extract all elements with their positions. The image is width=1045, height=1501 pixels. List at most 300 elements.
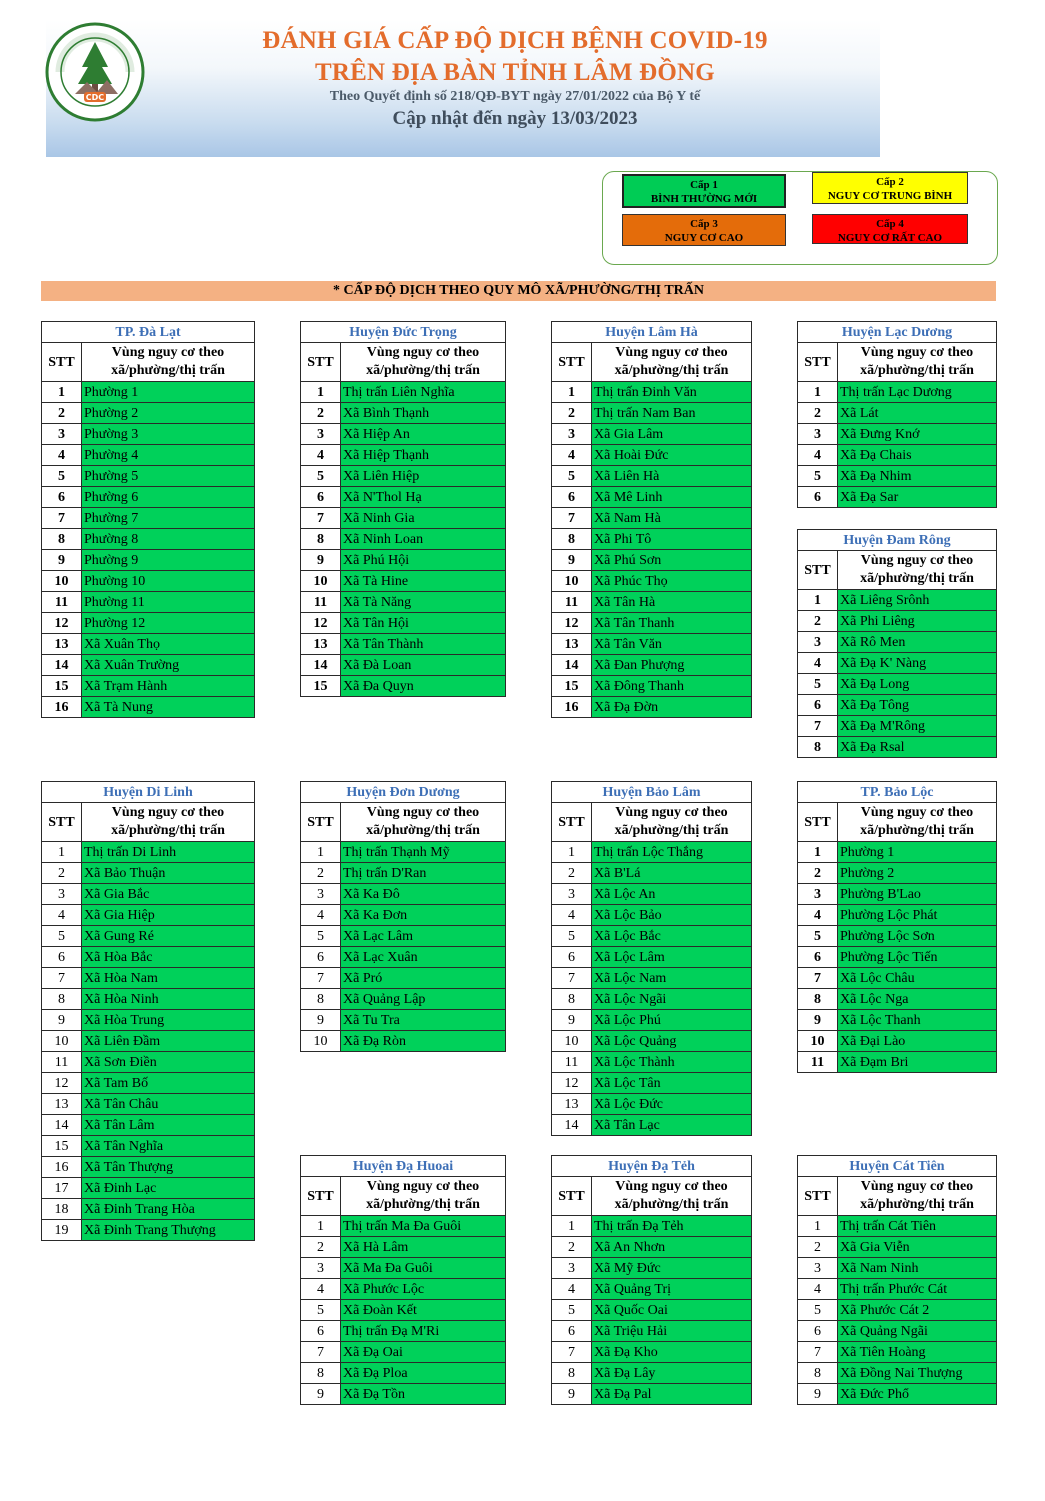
district-name: Huyện Đơn Dương	[301, 782, 506, 803]
row-number: 5	[552, 1300, 592, 1321]
area-header: Vùng nguy cơ theo xã/phường/thị trấn	[592, 343, 752, 382]
row-number: 6	[552, 1321, 592, 1342]
area-name: Xã Đạ Ròn	[341, 1031, 506, 1052]
area-name: Xã Tân Thành	[341, 634, 506, 655]
area-name: Xã Tân Nghĩa	[82, 1136, 255, 1157]
area-name: Xã Đinh Lạc	[82, 1178, 255, 1199]
table-row	[42, 403, 255, 424]
row-number: 4	[42, 905, 82, 926]
district-name: Huyện Di Linh	[42, 782, 255, 803]
table-row	[301, 571, 506, 592]
row-number: 4	[301, 1279, 341, 1300]
row-number: 3	[798, 424, 838, 445]
district-name: Huyện Bảo Lâm	[552, 782, 752, 803]
table-row	[42, 1220, 255, 1241]
table-row	[42, 1157, 255, 1178]
area-name: Xã Pró	[341, 968, 506, 989]
legend-level-3-title: Cấp 3	[690, 218, 718, 230]
table-row	[42, 1094, 255, 1115]
row-number: 6	[552, 947, 592, 968]
district-table	[300, 1155, 506, 1405]
area-name: Xã Ma Đa Guôi	[341, 1258, 506, 1279]
area-name: Xã Lộc Châu	[838, 968, 997, 989]
area-name: Phường 2	[838, 863, 997, 884]
area-name: Xã Lát	[838, 403, 997, 424]
table-row	[301, 592, 506, 613]
table-row	[42, 697, 255, 718]
row-number: 4	[798, 1279, 838, 1300]
row-number: 2	[552, 863, 592, 884]
row-number: 1	[552, 842, 592, 863]
table-row	[552, 947, 752, 968]
area-name: Xã Quảng Trị	[592, 1279, 752, 1300]
table-row	[42, 655, 255, 676]
table-row	[552, 550, 752, 571]
row-number: 8	[552, 529, 592, 550]
table-row	[42, 884, 255, 905]
table-row	[42, 676, 255, 697]
row-number: 2	[552, 1237, 592, 1258]
row-number: 11	[42, 592, 82, 613]
row-number: 11	[552, 1052, 592, 1073]
table-row	[798, 1363, 997, 1384]
area-name: Xã Lộc Phú	[592, 1010, 752, 1031]
row-number: 6	[42, 487, 82, 508]
legend-level-4	[812, 214, 968, 244]
table-row	[552, 1115, 752, 1136]
area-name: Xã Lộc Quảng	[592, 1031, 752, 1052]
district-name: Huyện Đam Rông	[798, 530, 997, 551]
area-name: Xã Gia Viễn	[838, 1237, 997, 1258]
area-name: Xã Tân Hội	[341, 613, 506, 634]
row-number: 9	[552, 1384, 592, 1405]
table-row	[301, 884, 506, 905]
area-name: Phường 6	[82, 487, 255, 508]
row-number: 10	[301, 571, 341, 592]
table-row	[798, 382, 997, 403]
row-number: 10	[42, 571, 82, 592]
district-name: TP. Bảo Lộc	[798, 782, 997, 803]
table-row	[301, 382, 506, 403]
area-header: Vùng nguy cơ theo xã/phường/thị trấn	[838, 551, 997, 590]
area-name: Xã Đa Quyn	[341, 676, 506, 697]
table-row	[798, 989, 997, 1010]
row-number: 8	[301, 529, 341, 550]
table-row	[798, 863, 997, 884]
row-number: 3	[552, 424, 592, 445]
row-number: 9	[798, 1010, 838, 1031]
area-name: Xã Lộc Tân	[592, 1073, 752, 1094]
row-number: 2	[798, 863, 838, 884]
area-name: Xã Ka Đô	[341, 884, 506, 905]
table-row	[798, 1010, 997, 1031]
table-row	[42, 947, 255, 968]
area-name: Xã Lộc Lâm	[592, 947, 752, 968]
table-row	[42, 634, 255, 655]
area-name: Xã Tam Bố	[82, 1073, 255, 1094]
table-row	[798, 884, 997, 905]
area-name: Xã An Nhơn	[592, 1237, 752, 1258]
area-name: Xã Hòa Trung	[82, 1010, 255, 1031]
row-number: 3	[798, 632, 838, 653]
row-number: 6	[301, 1321, 341, 1342]
row-number: 7	[301, 968, 341, 989]
legend-level-3	[622, 214, 786, 246]
table-row	[552, 697, 752, 718]
row-number: 7	[301, 508, 341, 529]
row-number: 16	[42, 1157, 82, 1178]
area-name: Xã Quảng Ngãi	[838, 1321, 997, 1342]
row-number: 7	[798, 968, 838, 989]
area-name: Phường 11	[82, 592, 255, 613]
row-number: 2	[301, 863, 341, 884]
area-name: Thị trấn Nam Ban	[592, 403, 752, 424]
district-name: Huyện Đức Trọng	[301, 322, 506, 343]
area-name: Xã Đinh Trang Thượng	[82, 1220, 255, 1241]
row-number: 5	[42, 466, 82, 487]
area-header: Vùng nguy cơ theo xã/phường/thị trấn	[838, 803, 997, 842]
area-name: Xã Đông Thanh	[592, 676, 752, 697]
table-row	[798, 1052, 997, 1073]
area-name: Xã Phi Liêng	[838, 611, 997, 632]
area-name: Phường B'Lao	[838, 884, 997, 905]
area-name: Phường Lộc Tiến	[838, 947, 997, 968]
table-row	[552, 1384, 752, 1405]
area-name: Thị trấn Phước Cát	[838, 1279, 997, 1300]
row-number: 4	[301, 905, 341, 926]
decision-subtitle: Theo Quyết định số 218/QĐ-BYT ngày 27/01/2022 của Bộ Y tế	[329, 89, 701, 104]
area-name: Xã Hiệp An	[341, 424, 506, 445]
row-number: 15	[42, 676, 82, 697]
area-name: Xã Rô Men	[838, 632, 997, 653]
area-name: Xã Lộc Nam	[592, 968, 752, 989]
row-number: 7	[798, 716, 838, 737]
row-number: 8	[301, 1363, 341, 1384]
row-number: 9	[798, 1384, 838, 1405]
table-row	[798, 487, 997, 508]
area-name: Xã Lộc Nga	[838, 989, 997, 1010]
area-header: Vùng nguy cơ theo xã/phường/thị trấn	[341, 343, 506, 382]
table-row	[798, 695, 997, 716]
row-number: 1	[301, 382, 341, 403]
table-row	[552, 1216, 752, 1237]
district-table	[797, 529, 997, 758]
row-number: 1	[798, 842, 838, 863]
area-name: Xã Triệu Hải	[592, 1321, 752, 1342]
table-row	[301, 1031, 506, 1052]
table-row	[301, 1321, 506, 1342]
row-number: 8	[798, 737, 838, 758]
area-name: Xã Đạ Tông	[838, 695, 997, 716]
district-table	[797, 1155, 997, 1405]
table-row	[552, 445, 752, 466]
table-row	[798, 947, 997, 968]
table-row	[42, 1031, 255, 1052]
row-number: 6	[42, 947, 82, 968]
area-name: Xã Đạ Tồn	[341, 1384, 506, 1405]
table-row	[798, 1258, 997, 1279]
area-header: Vùng nguy cơ theo xã/phường/thị trấn	[82, 803, 255, 842]
table-row	[798, 1342, 997, 1363]
row-number: 1	[42, 842, 82, 863]
area-name: Xã Lộc Ngãi	[592, 989, 752, 1010]
area-name: Xã Đưng Knớ	[838, 424, 997, 445]
table-row	[552, 1342, 752, 1363]
area-name: Xã Xuân Trường	[82, 655, 255, 676]
area-name: Xã Đạ Ploa	[341, 1363, 506, 1384]
area-name: Xã Tà Hine	[341, 571, 506, 592]
table-row	[42, 571, 255, 592]
row-number: 2	[301, 1237, 341, 1258]
table-row	[798, 611, 997, 632]
row-number: 12	[42, 613, 82, 634]
area-name: Phường 10	[82, 571, 255, 592]
area-name: Xã Liên Hà	[592, 466, 752, 487]
table-row	[301, 529, 506, 550]
district-table	[41, 781, 255, 1241]
table-row	[42, 1115, 255, 1136]
legend-level-4-title: Cấp 4	[876, 218, 904, 230]
table-row	[798, 653, 997, 674]
table-row	[552, 655, 752, 676]
table-row	[552, 1300, 752, 1321]
row-number: 8	[798, 989, 838, 1010]
area-name: Xã Lạc Xuân	[341, 947, 506, 968]
stt-header: STT	[552, 1177, 592, 1216]
area-name: Thị trấn Ma Đa Guôi	[341, 1216, 506, 1237]
table-row	[301, 1258, 506, 1279]
table-row	[301, 508, 506, 529]
row-number: 1	[798, 382, 838, 403]
area-name: Phường 3	[82, 424, 255, 445]
table-row	[42, 1178, 255, 1199]
table-row	[301, 926, 506, 947]
row-number: 7	[552, 508, 592, 529]
district-name: Huyện Đạ Huoai	[301, 1156, 506, 1177]
row-number: 13	[552, 634, 592, 655]
row-number: 7	[552, 1342, 592, 1363]
row-number: 9	[301, 1010, 341, 1031]
row-number: 1	[798, 1216, 838, 1237]
table-row	[552, 905, 752, 926]
area-name: Xã Hòa Nam	[82, 968, 255, 989]
table-row	[42, 926, 255, 947]
legend-level-4-label: NGUY CƠ RẤT CAO	[837, 232, 943, 244]
table-row	[552, 403, 752, 424]
row-number: 14	[552, 1115, 592, 1136]
table-row	[798, 424, 997, 445]
row-number: 8	[552, 989, 592, 1010]
table-row	[301, 424, 506, 445]
row-number: 2	[42, 863, 82, 884]
row-number: 7	[798, 1342, 838, 1363]
section-banner: * CẤP ĐỘ DỊCH THEO QUY MÔ XÃ/PHƯỜNG/THỊ TRẤN	[41, 281, 996, 301]
row-number: 5	[552, 926, 592, 947]
area-name: Xã Lạc Lâm	[341, 926, 506, 947]
row-number: 1	[552, 1216, 592, 1237]
svg-text:CDC: CDC	[85, 93, 105, 102]
table-row	[301, 905, 506, 926]
table-row	[552, 634, 752, 655]
row-number: 3	[42, 424, 82, 445]
row-number: 7	[42, 508, 82, 529]
row-number: 14	[42, 655, 82, 676]
row-number: 2	[798, 1237, 838, 1258]
table-row	[42, 1052, 255, 1073]
row-number: 5	[798, 926, 838, 947]
area-name: Xã Đạ Sar	[838, 487, 997, 508]
row-number: 6	[798, 695, 838, 716]
table-row	[552, 1258, 752, 1279]
area-name: Thị trấn D'Ran	[341, 863, 506, 884]
area-name: Xã Lộc An	[592, 884, 752, 905]
area-name: Thị trấn Di Linh	[82, 842, 255, 863]
area-name: Xã Đạ Rsal	[838, 737, 997, 758]
table-row	[552, 968, 752, 989]
row-number: 11	[42, 1052, 82, 1073]
table-row	[301, 947, 506, 968]
district-name: Huyện Cát Tiên	[798, 1156, 997, 1177]
table-row	[42, 1073, 255, 1094]
area-name: Xã Tu Tra	[341, 1010, 506, 1031]
table-row	[552, 529, 752, 550]
area-name: Xã Hà Lâm	[341, 1237, 506, 1258]
row-number: 9	[552, 550, 592, 571]
row-number: 12	[552, 1073, 592, 1094]
row-number: 4	[42, 445, 82, 466]
title-line2: TRÊN ĐỊA BÀN TỈNH LÂM ĐỒNG	[315, 59, 715, 86]
area-name: Xã Xuân Thọ	[82, 634, 255, 655]
row-number: 6	[301, 487, 341, 508]
stt-header: STT	[798, 343, 838, 382]
area-name: Xã Hòa Bắc	[82, 947, 255, 968]
area-header: Vùng nguy cơ theo xã/phường/thị trấn	[838, 343, 997, 382]
row-number: 5	[301, 1300, 341, 1321]
table-row	[798, 674, 997, 695]
area-name: Xã Bảo Thuận	[82, 863, 255, 884]
area-name: Xã Lộc Bắc	[592, 926, 752, 947]
table-row	[552, 466, 752, 487]
district-table	[551, 321, 752, 718]
stt-header: STT	[798, 551, 838, 590]
row-number: 2	[552, 403, 592, 424]
table-row	[798, 1279, 997, 1300]
area-name: Thị trấn Đạ Tẻh	[592, 1216, 752, 1237]
table-row	[301, 1237, 506, 1258]
area-name: Xã B'Lá	[592, 863, 752, 884]
area-name: Xã Tân Châu	[82, 1094, 255, 1115]
area-name: Phường 1	[838, 842, 997, 863]
row-number: 9	[42, 1010, 82, 1031]
row-number: 1	[42, 382, 82, 403]
table-row	[301, 1384, 506, 1405]
row-number: 1	[552, 382, 592, 403]
row-number: 3	[301, 1258, 341, 1279]
legend-level-1-label: BÌNH THƯỜNG MỚI	[650, 193, 758, 205]
table-row	[42, 424, 255, 445]
area-name: Xã Gung Ré	[82, 926, 255, 947]
stt-header: STT	[552, 803, 592, 842]
row-number: 15	[301, 676, 341, 697]
table-row	[301, 676, 506, 697]
area-name: Phường Lộc Sơn	[838, 926, 997, 947]
area-name: Xã Hòa Ninh	[82, 989, 255, 1010]
table-row	[301, 842, 506, 863]
row-number: 6	[301, 947, 341, 968]
area-name: Thị trấn Lộc Thắng	[592, 842, 752, 863]
row-number: 12	[552, 613, 592, 634]
area-name: Xã Liên Đầm	[82, 1031, 255, 1052]
table-row	[42, 1136, 255, 1157]
area-name: Xã Liêng Srônh	[838, 590, 997, 611]
area-name: Xã Phi Tô	[592, 529, 752, 550]
district-table	[551, 1155, 752, 1405]
district-name: Huyện Đạ Tẻh	[552, 1156, 752, 1177]
table-row	[552, 487, 752, 508]
stt-header: STT	[798, 803, 838, 842]
table-row	[42, 863, 255, 884]
table-row	[552, 1363, 752, 1384]
table-row	[798, 716, 997, 737]
row-number: 13	[301, 634, 341, 655]
row-number: 3	[798, 1258, 838, 1279]
area-name: Phường 7	[82, 508, 255, 529]
row-number: 2	[42, 403, 82, 424]
stt-header: STT	[301, 1177, 341, 1216]
row-number: 18	[42, 1199, 82, 1220]
row-number: 5	[798, 1300, 838, 1321]
table-row	[301, 863, 506, 884]
table-row	[798, 1300, 997, 1321]
table-row	[552, 1237, 752, 1258]
table-row	[552, 1052, 752, 1073]
area-name: Xã Hiệp Thạnh	[341, 445, 506, 466]
table-row	[42, 592, 255, 613]
table-row	[42, 989, 255, 1010]
table-row	[552, 1010, 752, 1031]
area-name: Phường 4	[82, 445, 255, 466]
table-row	[42, 1199, 255, 1220]
stt-header: STT	[42, 343, 82, 382]
table-row	[552, 926, 752, 947]
area-name: Xã Nam Hà	[592, 508, 752, 529]
table-row	[301, 989, 506, 1010]
area-header: Vùng nguy cơ theo xã/phường/thị trấn	[341, 803, 506, 842]
district-name: TP. Đà Lạt	[42, 322, 255, 343]
area-name: Phường 8	[82, 529, 255, 550]
table-row	[798, 842, 997, 863]
area-name: Xã Đạ Long	[838, 674, 997, 695]
row-number: 6	[798, 947, 838, 968]
row-number: 7	[552, 968, 592, 989]
row-number: 13	[42, 634, 82, 655]
area-name: Xã Quốc Oai	[592, 1300, 752, 1321]
row-number: 4	[552, 445, 592, 466]
row-number: 4	[301, 445, 341, 466]
area-name: Xã Đạ Đờn	[592, 697, 752, 718]
stt-header: STT	[301, 343, 341, 382]
row-number: 8	[301, 989, 341, 1010]
area-name: Xã Gia Bắc	[82, 884, 255, 905]
area-name: Xã Đạ K' Nàng	[838, 653, 997, 674]
area-name: Xã Đoàn Kết	[341, 1300, 506, 1321]
row-number: 15	[42, 1136, 82, 1157]
area-name: Xã Nam Ninh	[838, 1258, 997, 1279]
table-row	[301, 1010, 506, 1031]
table-row	[798, 968, 997, 989]
area-name: Xã Phúc Thọ	[592, 571, 752, 592]
district-table	[797, 321, 997, 508]
